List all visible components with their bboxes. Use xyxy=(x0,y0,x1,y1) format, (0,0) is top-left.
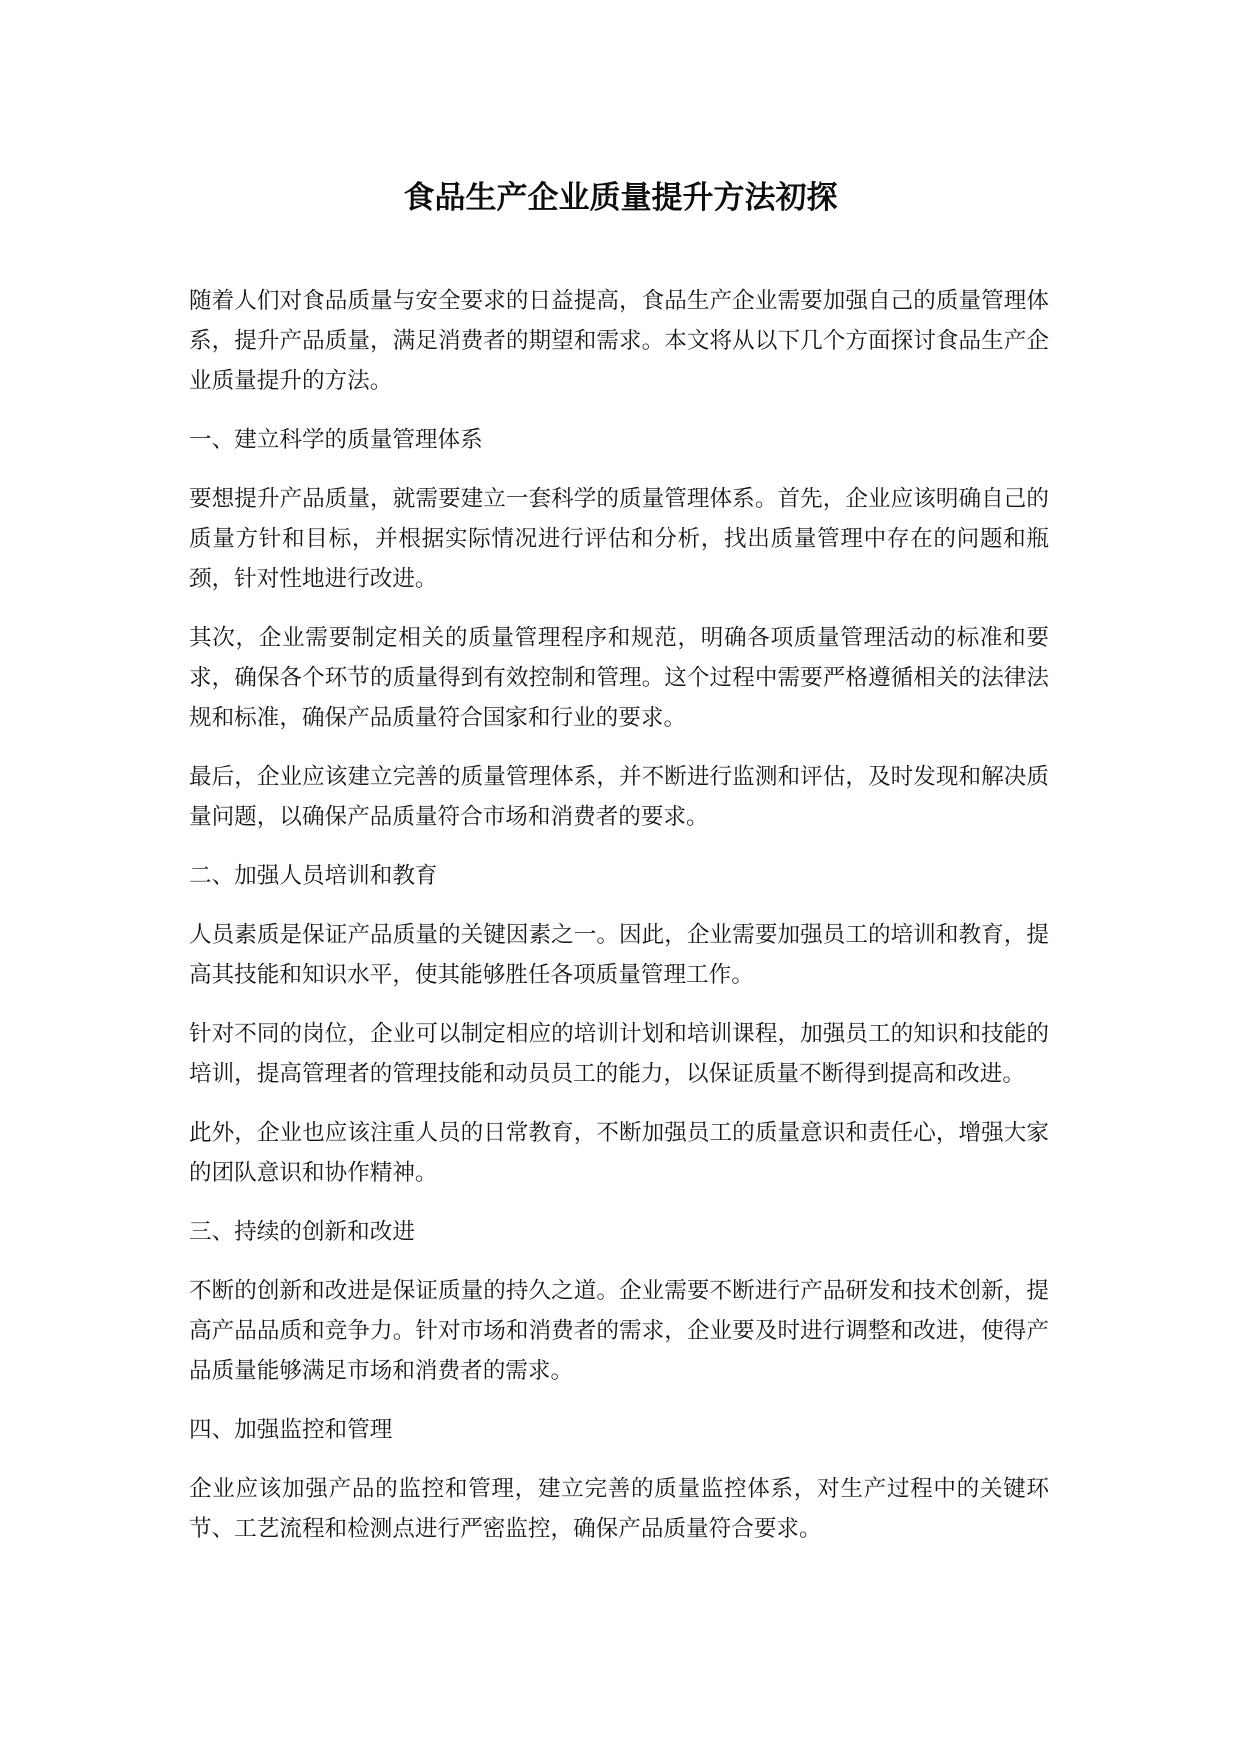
body-paragraph: 最后，企业应该建立完善的质量管理体系，并不断进行监测和评估，及时发现和解决质量问题，以确保产品质量符合市场和消费者的要求。 xyxy=(189,764,1049,830)
body-paragraph: 此外，企业也应该注重人员的日常教育，不断加强员工的质量意识和责任心，增强大家的团队意识和协作精神。 xyxy=(189,1120,1049,1186)
body-paragraph: 企业应该加强产品的监控和管理，建立完善的质量监控体系，对生产过程中的关键环节、工艺流程和检测点进行严密监控，确保产品质量符合要求。 xyxy=(189,1476,1049,1542)
section-heading-2: 二、加强人员培训和教育 xyxy=(189,863,438,889)
body-paragraph: 针对不同的岗位，企业可以制定相应的培训计划和培训课程，加强员工的知识和技能的培训，提高管理者的管理技能和动员员工的能力，以保证质量不断得到提高和改进。 xyxy=(189,1021,1049,1087)
intro-paragraph: 随着人们对食品质量与安全要求的日益提高，食品生产企业需要加强自己的质量管理体系，提升产品质量，满足消费者的期望和需求。本文将从以下几个方面探讨食品生产企业质量提升的方法。 xyxy=(189,288,1049,394)
body-paragraph: 其次，企业需要制定相关的质量管理程序和规范，明确各项质量管理活动的标准和要求，确保各个环节的质量得到有效控制和管理。这个过程中需要严格遵循相关的法律法规和标准，确保产品质量符合国家和行业的要求。 xyxy=(189,625,1049,731)
body-paragraph: 人员素质是保证产品质量的关键因素之一。因此，企业需要加强员工的培训和教育，提高其技能和知识水平，使其能够胜任各项质量管理工作。 xyxy=(189,922,1049,988)
section-heading-4: 四、加强监控和管理 xyxy=(189,1417,393,1443)
body-paragraph: 不断的创新和改进是保证质量的持久之道。企业需要不断进行产品研发和技术创新，提高产品品质和竞争力。针对市场和消费者的需求，企业要及时进行调整和改进，使得产品质量能够满足市场和消费者的需求。 xyxy=(189,1278,1049,1384)
document-title: 食品生产企业质量提升方法初探 xyxy=(403,180,838,216)
section-heading-1: 一、建立科学的质量管理体系 xyxy=(189,427,483,453)
body-paragraph: 要想提升产品质量，就需要建立一套科学的质量管理体系。首先，企业应该明确自己的质量方针和目标，并根据实际情况进行评估和分析，找出质量管理中存在的问题和瓶颈，针对性地进行改进。 xyxy=(189,486,1049,592)
document-body xyxy=(189,281,1049,1568)
section-heading-3: 三、持续的创新和改进 xyxy=(189,1219,415,1245)
